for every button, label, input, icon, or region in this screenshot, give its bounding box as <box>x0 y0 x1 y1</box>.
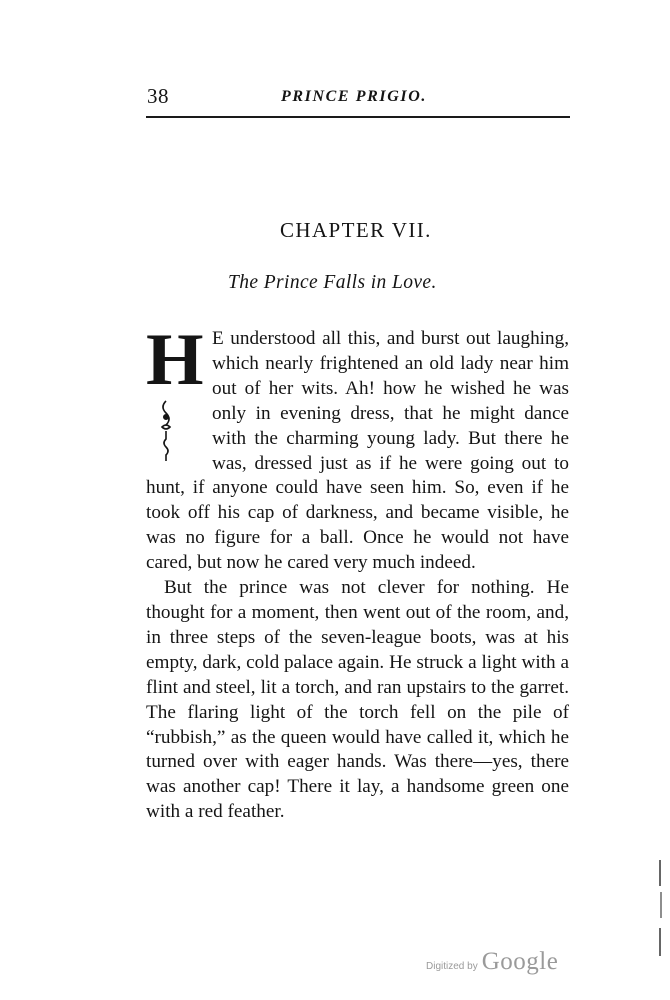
chapter-title: CHAPTER VII. <box>280 218 432 242</box>
running-title: PRINCE PRIGIO. <box>281 88 427 105</box>
watermark-prefix: Digitized by <box>426 961 478 972</box>
page-number: 38 <box>147 84 169 108</box>
chapter-subtitle: The Prince Falls in Love. <box>228 272 437 293</box>
header-rule <box>146 116 570 118</box>
body-text <box>146 319 569 825</box>
digitized-watermark <box>426 948 558 976</box>
paragraph-1-text: E understood all this, and burst out laughing, which nearly frightened an old lady near him out of her wits. Ah! how he wished he was only in evening dress, that he might dance with the charming young lady. But there he was, dressed just as if he were going out to hunt, if anyone could have seen him. So, even if he took off his cap of darkness, and became visible, he was no figure for a ball. Once he would not have cared, but now he cared very much indeed. <box>146 328 569 574</box>
scan-edge-marks <box>656 858 666 958</box>
drop-cap-letter: H <box>146 319 204 401</box>
drop-cap <box>146 319 204 461</box>
google-logo: Google <box>481 948 559 975</box>
drop-cap-ornament-icon <box>146 329 204 461</box>
paragraph-1 <box>146 319 569 576</box>
paragraph-2: But the prince was not clever for nothing. He thought for a moment, then went out of the room, and, in three steps of the seven-league boots, was at his empty, dark, cold palace again. He struck a light with a flint and steel, lit a torch, and ran upstairs to the garret. The flaring light of the torch fell on the pile of “rubbish,” as the queen would have called it, which he turned over with eager hands. Was there—yes, there was another cap! There it lay, a handsome green one with a red feather. <box>146 577 569 823</box>
